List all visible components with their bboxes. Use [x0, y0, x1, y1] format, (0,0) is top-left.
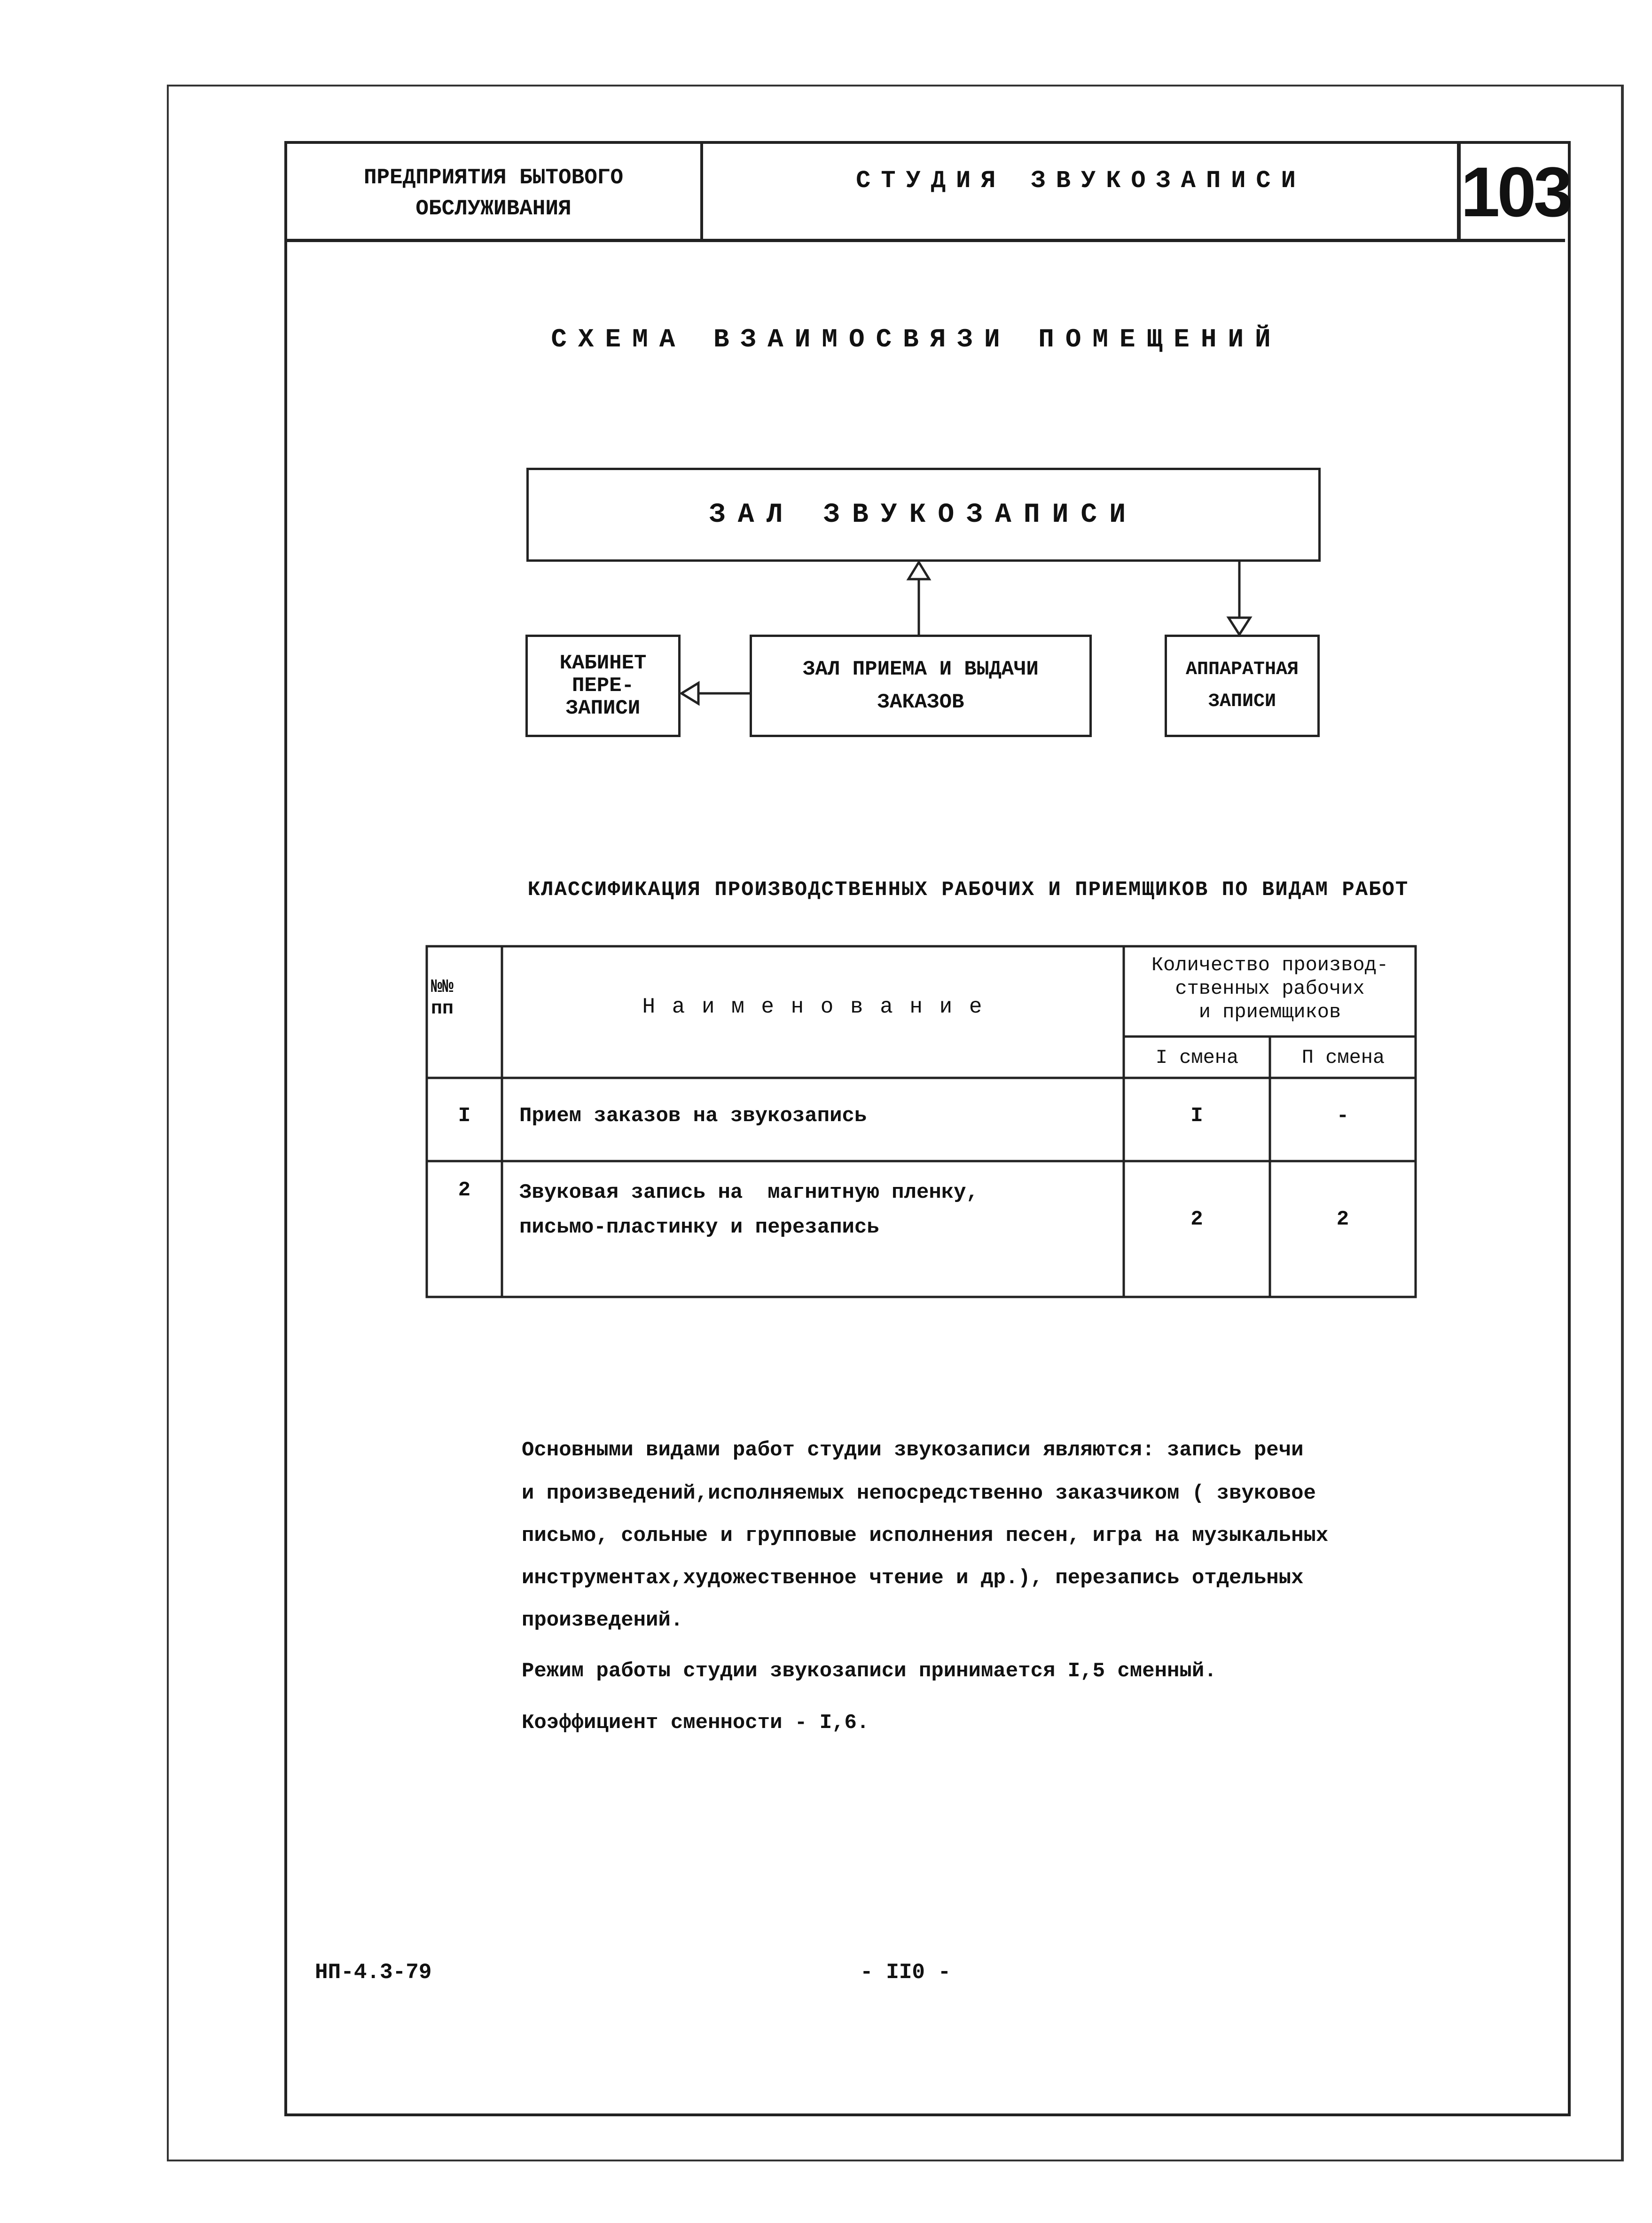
header-category-line: ПРЕДПРИЯТИЯ БЫТОВОГО [363, 165, 624, 190]
room-label-line: КАБИНЕТ [559, 652, 647, 675]
work-mode-text: Режим работы студии звукозаписи принимается I,5 сменный. [522, 1659, 1217, 1683]
page-number: - II0 - [860, 1960, 951, 1985]
header-line: №№ [431, 977, 454, 998]
table-header-count [1127, 953, 1413, 1024]
room-label-line: ЗАЛ ПРИЕМА И ВЫДАЧИ [803, 658, 1039, 681]
classification-table [425, 945, 1417, 1298]
scheme-title: СХЕМА ВЗАИМОСВЯЗИ ПОМЕЩЕНИЙ [551, 324, 1282, 354]
row-name-line: письмо-пластинку и перезапись [519, 1216, 879, 1239]
description-line: и произведений,исполняемых непосредственно заказчиком ( звуковое [522, 1482, 1316, 1505]
document-code: НП-4.3-79 [315, 1960, 432, 1985]
arrow-head-down [1229, 618, 1250, 635]
row-shift-1: I [1190, 1104, 1203, 1128]
sheet-number: 103 [1461, 152, 1570, 231]
description-line: письмо, сольные и групповые исполнения песен, игра на музыкальных [522, 1524, 1329, 1547]
arrow-head-up [908, 562, 929, 579]
room-label-line: ЗАПИСИ [1208, 691, 1276, 712]
row-number: I [458, 1104, 471, 1128]
room-reception-hall [750, 635, 1092, 737]
header-line: и приемщиков [1198, 1001, 1341, 1023]
row-name [519, 1175, 1121, 1245]
shift-coefficient-text: Коэффициент сменности - I,6. [522, 1711, 869, 1735]
description-line: произведений. [522, 1609, 683, 1632]
table-header-number [431, 977, 497, 1020]
header-line: пп [431, 998, 454, 1020]
header-line: Количество производ- [1151, 954, 1389, 976]
table-header-shift-2: П смена [1301, 1046, 1385, 1069]
room-apparatus [1165, 635, 1320, 737]
description-line: Основными видами работ студии звукозаписи являются: запись речи [522, 1438, 1304, 1462]
row-number: 2 [458, 1178, 471, 1202]
header-title: СТУДИЯ ЗВУКОЗАПИСИ [856, 167, 1306, 195]
classification-title: КЛАССИФИКАЦИЯ ПРОИЗВОДСТВЕННЫХ РАБОЧИХ И ПРИЕМЩИКОВ ПО ВИДАМ РАБОТ [527, 878, 1409, 902]
row-name: Прием заказов на звукозапись [519, 1104, 867, 1128]
room-recording-hall: ЗАЛ ЗВУКОЗАПИСИ [526, 468, 1321, 562]
room-rerecording-cabinet [525, 635, 681, 737]
header-category-line: ОБСЛУЖИВАНИЯ [415, 196, 572, 221]
description-line: инструментах,художественное чтение и др.), перезапись отдельных [522, 1566, 1304, 1590]
header-line: ственных рабочих [1175, 977, 1365, 1000]
table-header-name: Н а и м е н о в а н и е [642, 995, 984, 1019]
row-shift-2: - [1336, 1104, 1349, 1128]
row-shift-2: 2 [1336, 1208, 1349, 1231]
room-label-line: ЗАПИСИ [565, 697, 641, 720]
room-label-line: АППАРАТНАЯ [1185, 659, 1299, 680]
room-label-line: ЗАКАЗОВ [877, 691, 964, 714]
row-name-line: Звуковая запись на магнитную пленку, [519, 1181, 979, 1204]
room-label-line: ПЕРЕ- [572, 674, 634, 698]
row-shift-1: 2 [1190, 1208, 1203, 1231]
table-header-shift-1: I смена [1155, 1046, 1239, 1069]
arrow-head-left [681, 683, 698, 704]
